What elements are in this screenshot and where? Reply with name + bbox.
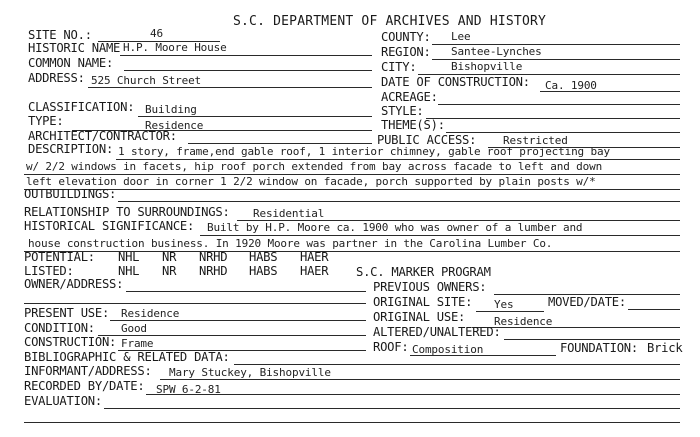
card-title: S.C. DEPARTMENT OF ARCHIVES AND HISTORY <box>233 14 547 29</box>
type-label: TYPE: <box>28 114 64 128</box>
address-line <box>88 87 372 88</box>
classification-value: Building <box>145 103 197 116</box>
address-label: ADDRESS: <box>28 71 85 85</box>
listed-nhl: NHL <box>118 264 140 278</box>
roof-line <box>410 355 556 356</box>
common-name-line <box>124 70 372 71</box>
common-name-label: COMMON NAME: <box>28 56 114 70</box>
present-use-value: Residence <box>121 307 180 320</box>
construction-label: CONSTRUCTION: <box>24 335 117 349</box>
description-line-2: w/ 2/2 windows in facets, hip roof porch extended from bay across facade to left and down <box>26 160 603 173</box>
moved-date-label: MOVED/DATE: <box>548 295 626 309</box>
informant-value: Mary Stuckey, Bishopville <box>169 366 331 379</box>
classification-line <box>138 116 372 117</box>
address-value: 525 Church Street <box>91 74 202 87</box>
significance-rule-1 <box>200 235 680 236</box>
public-access-label: PUBLIC ACCESS: <box>377 133 477 147</box>
listed-habs: HABS <box>249 264 278 278</box>
themes-line <box>446 132 680 133</box>
style-line <box>426 118 680 119</box>
date-of-construction-value: Ca. 1900 <box>545 79 597 92</box>
potential-label: POTENTIAL: <box>24 250 95 264</box>
relationship-value: Residential <box>253 207 325 220</box>
recorded-by-line <box>146 394 680 395</box>
present-use-label: PRESENT USE: <box>24 306 110 320</box>
potential-nhl: NHL <box>118 250 140 264</box>
potential-nrhd: NRHD <box>199 250 228 264</box>
marker-program-label: S.C. MARKER PROGRAM <box>356 265 491 279</box>
condition-label: CONDITION: <box>24 321 95 335</box>
altered-label: ALTERED/UNALTERED: <box>373 325 501 339</box>
historic-name-line <box>120 55 372 56</box>
description-rule-3 <box>24 189 680 190</box>
architect-contractor-label: ARCHITECT/CONTRACTOR: <box>28 129 177 143</box>
date-of-construction-label: DATE OF CONSTRUCTION: <box>381 75 530 89</box>
evaluation-line-2 <box>24 422 680 423</box>
original-site-label: ORIGINAL SITE: <box>373 295 473 309</box>
original-use-line <box>472 327 680 328</box>
significance-line-1: Built by H.P. Moore ca. 1900 who was owner of a lumber and <box>207 221 583 234</box>
city-label: CITY: <box>381 60 417 74</box>
foundation-label: FOUNDATION: <box>560 341 638 355</box>
original-use-label: ORIGINAL USE: <box>373 310 466 324</box>
potential-habs: HABS <box>249 250 278 264</box>
evaluation-label: EVALUATION: <box>24 394 102 408</box>
style-label: STYLE: <box>381 104 424 118</box>
significance-line-2: house construction business. In 1920 Moore was partner in the Carolina Lumber Co. <box>28 237 553 250</box>
condition-line <box>98 335 366 336</box>
listed-label: LISTED: <box>24 264 74 278</box>
relationship-label: RELATIONSHIP TO SURROUNDINGS: <box>24 205 230 219</box>
region-value: Santee-Lynches <box>451 45 542 58</box>
outbuildings-label: OUTBUILDINGS: <box>24 187 117 201</box>
significance-label: HISTORICAL SIGNIFICANCE: <box>24 219 195 233</box>
county-value: Lee <box>451 30 471 43</box>
historic-name-label: HISTORIC NAME <box>28 41 121 55</box>
date-of-construction-line <box>540 91 680 92</box>
description-line-1: 1 story, frame,end gable roof, 1 interior chimney, gable roof projecting bay <box>118 145 610 158</box>
acreage-label: ACREAGE: <box>381 90 438 104</box>
site-no-label: SITE NO.: <box>28 28 92 42</box>
county-label: COUNTY: <box>381 30 431 44</box>
foundation-value: Brick <box>647 341 683 355</box>
recorded-by-label: RECORDED BY/DATE: <box>24 379 145 393</box>
listed-nrhd: NRHD <box>199 264 228 278</box>
listed-nr: NR <box>162 264 177 278</box>
informant-label: INFORMANT/ADDRESS: <box>24 364 152 378</box>
recorded-by-value: SPW 6-2-81 <box>156 383 221 396</box>
construction-value: Frame <box>121 337 154 350</box>
informant-line <box>160 379 680 380</box>
roof-value: Composition <box>412 343 484 356</box>
description-label: DESCRIPTION: <box>28 142 114 156</box>
acreage-line <box>438 104 680 105</box>
condition-value: Good <box>121 322 147 335</box>
site-no-value: 46 <box>150 27 163 40</box>
listed-haer: HAER <box>300 264 329 278</box>
owner-address-line <box>126 291 366 292</box>
owner-address-label: OWNER/ADDRESS: <box>24 277 124 291</box>
owner-address-line-2 <box>24 303 366 304</box>
potential-haer: HAER <box>300 250 329 264</box>
potential-nr: NR <box>162 250 177 264</box>
altered-line <box>504 339 680 340</box>
original-site-line <box>476 311 544 312</box>
previous-owners-label: PREVIOUS OWNERS: <box>373 280 487 294</box>
present-use-line <box>110 320 366 321</box>
description-line-3: left elevation door in corner 1 2/2 window on facade, porch supported by plain posts w/* <box>26 175 596 188</box>
original-use-value: Residence <box>494 315 553 328</box>
classification-label: CLASSIFICATION: <box>28 100 135 114</box>
type-value: Residence <box>145 119 204 132</box>
moved-date-line <box>628 309 680 310</box>
historic-name-value: H.P. Moore House <box>123 41 227 54</box>
bibliographic-line <box>234 364 680 365</box>
themes-label: THEME(S): <box>381 118 445 132</box>
outbuildings-line <box>118 201 680 202</box>
evaluation-line <box>104 408 680 409</box>
roof-label: ROOF: <box>373 340 409 354</box>
city-value: Bishopville <box>451 60 523 73</box>
architect-contractor-line <box>188 143 372 144</box>
public-access-value: Restricted <box>503 134 568 147</box>
bibliographic-label: BIBLIOGRAPHIC & RELATED DATA: <box>24 350 230 364</box>
region-label: REGION: <box>381 45 431 59</box>
original-site-value: Yes <box>494 298 514 311</box>
